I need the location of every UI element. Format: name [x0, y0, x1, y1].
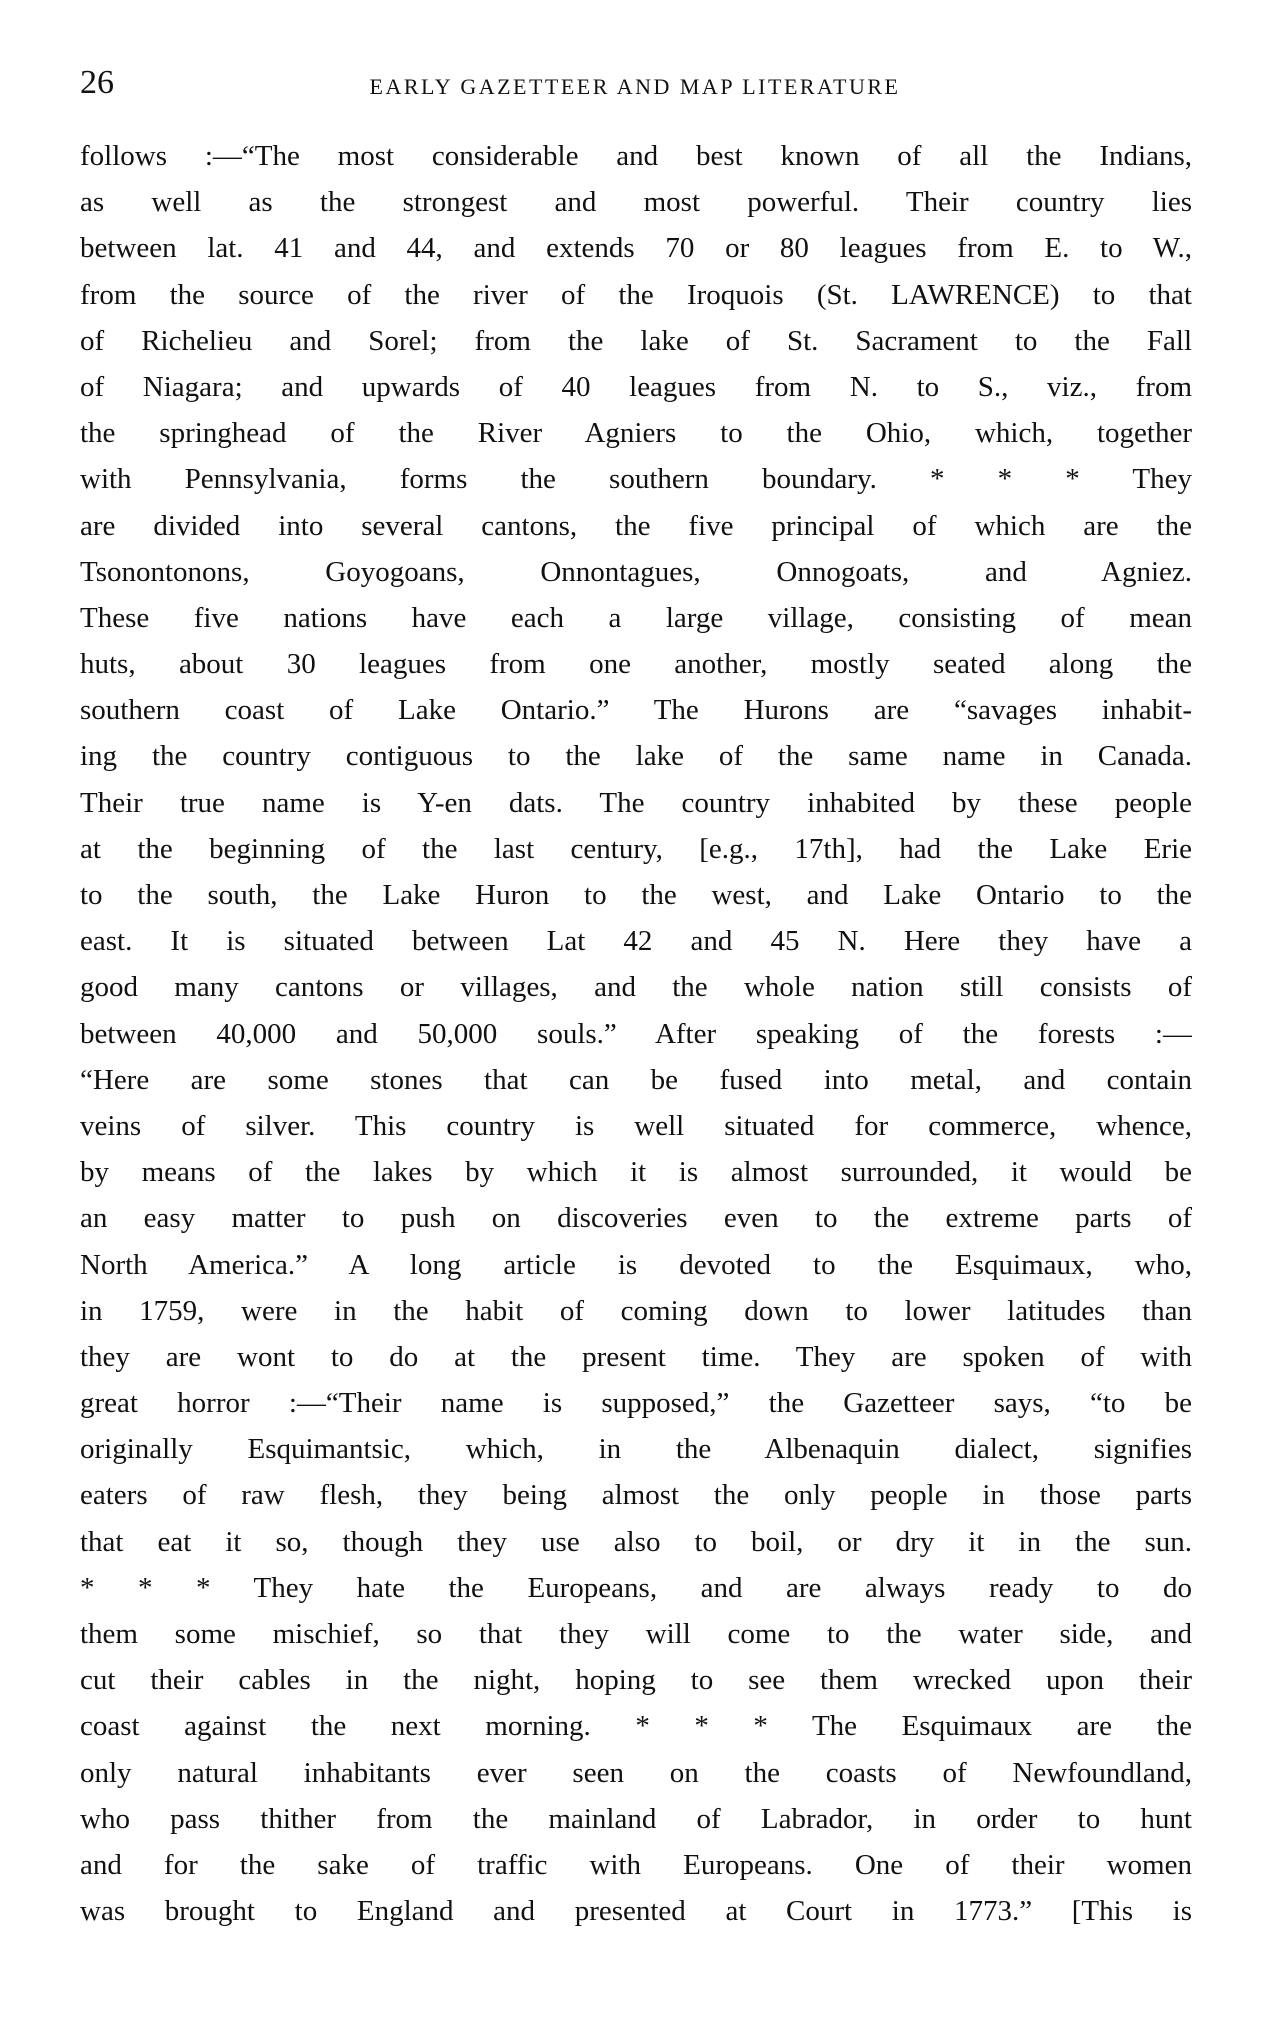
text-line: cut their cables in the night, hoping to see them wrecked upon their: [80, 1664, 1192, 1697]
running-head: [80, 58, 1190, 108]
text-line: originally Esquimantsic, which, in the Albenaquin dialect, signifies: [80, 1433, 1192, 1466]
text-line: was brought to England and presented at Court in 1773.” [This is: [80, 1895, 1192, 1928]
text-line: good many cantons or villages, and the whole nation still consists of: [80, 971, 1192, 1004]
text-line: of Niagara; and upwards of 40 leagues from N. to S., viz., from: [80, 370, 1192, 403]
text-line: veins of silver. This country is well situated for commerce, whence,: [80, 1109, 1192, 1142]
text-line: from the source of the river of the Iroquois (St. LAWRENCE) to that: [80, 278, 1192, 311]
text-line: These five nations have each a large village, consisting of mean: [80, 601, 1192, 634]
text-line: eaters of raw flesh, they being almost the only people in those parts: [80, 1479, 1192, 1512]
text-line: southern coast of Lake Ontario.” The Hurons are “savages inhabit-: [80, 694, 1192, 727]
text-line: North America.” A long article is devoted to the Esquimaux, who,: [80, 1248, 1192, 1281]
text-line: by means of the lakes by which it is almost surrounded, it would be: [80, 1156, 1192, 1189]
body-text: [80, 133, 1192, 1934]
text-line: east. It is situated between Lat 42 and 45 N. Here they have a: [80, 925, 1192, 958]
page-number: 26: [80, 64, 114, 101]
running-title: EARLY GAZETTEER AND MAP LITERATURE: [369, 74, 901, 99]
text-line: between 40,000 and 50,000 souls.” After speaking of the forests :—: [80, 1017, 1192, 1050]
text-line: ing the country contiguous to the lake of the same name in Canada.: [80, 740, 1192, 773]
text-line: they are wont to do at the present time. They are spoken of with: [80, 1340, 1192, 1373]
text-line: an easy matter to push on discoveries even to the extreme parts of: [80, 1202, 1192, 1235]
text-line: Tsonontonons, Goyogoans, Onnontagues, Onnogoats, and Agniez.: [80, 555, 1192, 588]
text-line: huts, about 30 leagues from one another, mostly seated along the: [80, 648, 1192, 681]
text-line: Their true name is Y-en dats. The country inhabited by these people: [80, 786, 1192, 819]
text-line: the springhead of the River Agniers to the Ohio, which, together: [80, 417, 1192, 450]
text-line: them some mischief, so that they will come to the water side, and: [80, 1618, 1192, 1650]
text-line: great horror :—“Their name is supposed,” the Gazetteer says, “to be: [80, 1387, 1192, 1420]
text-line: and for the sake of traffic with Europeans. One of their women: [80, 1848, 1192, 1881]
text-line: of Richelieu and Sorel; from the lake of St. Sacrament to the Fall: [80, 324, 1192, 357]
text-line: follows :—“The most considerable and best known of all the Indians,: [80, 140, 1192, 172]
text-line: who pass thither from the mainland of Labrador, in order to hunt: [80, 1802, 1192, 1835]
text-line: with Pennsylvania, forms the southern boundary. * * * They: [80, 463, 1192, 496]
text-line: in 1759, were in the habit of coming down to lower latitudes than: [80, 1294, 1192, 1327]
text-line: * * * They hate the Europeans, and are always ready to do: [80, 1571, 1192, 1604]
text-line: that eat it so, though they use also to boil, or dry it in the sun.: [80, 1525, 1192, 1558]
text-line: to the south, the Lake Huron to the west, and Lake Ontario to the: [80, 879, 1192, 911]
text-line: as well as the strongest and most powerful. Their country lies: [80, 186, 1192, 219]
text-line: between lat. 41 and 44, and extends 70 or 80 leagues from E. to W.,: [80, 232, 1192, 265]
text-line: “Here are some stones that can be fused into metal, and contain: [80, 1063, 1192, 1096]
text-line: coast against the next morning. * * * The Esquimaux are the: [80, 1710, 1192, 1743]
text-line: only natural inhabitants ever seen on the coasts of Newfoundland,: [80, 1756, 1192, 1789]
text-line: at the beginning of the last century, [e.g., 17th], had the Lake Erie: [80, 832, 1192, 865]
text-line: are divided into several cantons, the five principal of which are the: [80, 509, 1192, 542]
